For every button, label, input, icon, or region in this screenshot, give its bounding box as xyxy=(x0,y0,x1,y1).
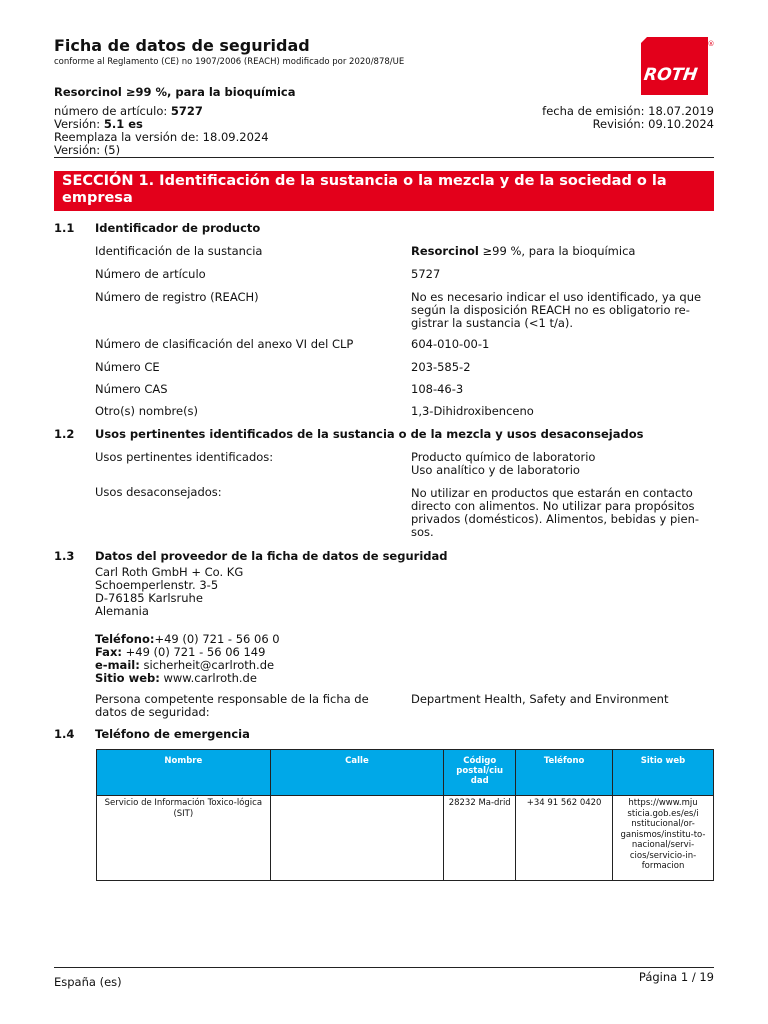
supplier-address xyxy=(95,566,243,618)
column-header: Calle xyxy=(270,750,444,796)
row-value: 604-010-00-1 xyxy=(411,337,490,351)
page-number: Página 1 / 19 xyxy=(638,970,714,984)
subsection-1-1-number: 1.1 xyxy=(54,221,75,235)
website-value: www.carlroth.de xyxy=(159,671,257,685)
table-cell: +34 91 562 0420 xyxy=(516,796,613,881)
fax-value: +49 (0) 721 - 56 06 149 xyxy=(121,645,266,659)
column-header: Nombre xyxy=(97,750,271,796)
phone-label: Teléfono: xyxy=(95,632,155,646)
column-header: Sitio web xyxy=(613,750,714,796)
responsible-person-label: Persona competente responsable de la ficha de datos de seguridad: xyxy=(95,692,369,719)
emergency-contact-table xyxy=(96,749,714,881)
substance-name-rest: ≥99 %, para la bioquímica xyxy=(478,244,636,258)
table-header-row xyxy=(97,750,714,796)
article-value: 5727 xyxy=(170,104,203,118)
phone-value: +49 (0) 721 - 56 06 0 xyxy=(154,632,280,646)
article-label: número de artículo: xyxy=(54,104,171,118)
document-meta-right xyxy=(542,105,714,131)
row-label: Usos pertinentes identificados: xyxy=(95,450,274,464)
replaces-version: Reemplaza la versión de: 18.09.2024 xyxy=(54,130,269,144)
row-label: Número de registro (REACH) xyxy=(95,290,259,304)
row-value: 5727 xyxy=(411,267,441,281)
subsection-1-1-title: Identificador de producto xyxy=(95,221,261,235)
row-label: Número CAS xyxy=(95,382,168,396)
responsible-person-value: Department Health, Safety and Environment xyxy=(411,692,669,706)
row-value: No es necesario indicar el uso identificado, ya que según la disposición REACH no es obligatorio re-gistrar la sustancia (<1 t/a). xyxy=(411,290,702,330)
column-header: Código postal/ciu dad xyxy=(444,750,516,796)
subsection-1-2-title: Usos pertinentes identificados de la sustancia o de la mezcla y usos desaconsejados xyxy=(95,427,644,441)
table-cell: Servicio de Información Toxico-lógica (SIT) xyxy=(97,796,271,881)
version-value: 5.1 es xyxy=(103,117,143,131)
footer-country: España (es) xyxy=(54,975,122,989)
roth-logo xyxy=(641,37,714,95)
row-value xyxy=(411,245,716,258)
subsection-1-3-title: Datos del proveedor de la ficha de datos de seguridad xyxy=(95,549,448,563)
table-row xyxy=(97,796,714,881)
row-value: 1,3-Dihidroxibenceno xyxy=(411,404,534,418)
row-label: Usos desaconsejados: xyxy=(95,485,222,499)
company-city: D-76185 Karlsruhe xyxy=(95,591,203,605)
footer-divider xyxy=(54,967,714,968)
email-value: sicherheit@carlroth.de xyxy=(139,658,275,672)
logo-text: ROTH xyxy=(642,65,699,85)
revision-date: Revisión: 09.10.2024 xyxy=(592,117,714,131)
company-country: Alemania xyxy=(95,604,149,618)
column-header: Teléfono xyxy=(516,750,613,796)
subsection-1-4-title: Teléfono de emergencia xyxy=(95,727,250,741)
table-cell: 28232 Ma-drid xyxy=(444,796,516,881)
row-label: Número CE xyxy=(95,360,160,374)
row-label: Identificación de la sustancia xyxy=(95,244,263,258)
fax-label: Fax: xyxy=(95,645,122,659)
row-label: Número de clasificación del anexo VI del CLP xyxy=(95,337,354,351)
row-label: Número de artículo xyxy=(95,267,206,281)
version-label: Versión: xyxy=(54,117,104,131)
document-title: Ficha de datos de seguridad xyxy=(54,36,310,55)
document-meta-left xyxy=(54,105,269,157)
website-label: Sitio web: xyxy=(95,671,160,685)
issue-date: fecha de emisión: 18.07.2019 xyxy=(542,104,714,118)
identified-use: Producto químico de laboratorio xyxy=(411,450,596,464)
substance-name-bold: Resorcinol xyxy=(411,244,479,258)
company-street: Schoemperlenstr. 3-5 xyxy=(95,578,219,592)
product-name: Resorcinol ≥99 %, para la bioquímica xyxy=(54,85,296,99)
row-value: No utilizar en productos que estarán en contacto directo con alimentos. No utilizar para propósitos privados (domésticos). Alimentos, bebidas y pien-sos. xyxy=(411,486,700,539)
row-value: 108-46-3 xyxy=(411,382,464,396)
section-1-title: SECCIÓN 1. Identificación de la sustancia o la mezcla y de la sociedad o la empresa xyxy=(62,173,667,206)
previous-version: Versión: (5) xyxy=(54,143,121,157)
logo-registered-mark: ® xyxy=(707,40,714,48)
subsection-1-2-number: 1.2 xyxy=(54,427,75,441)
section-1-header xyxy=(54,171,714,211)
email-label: e-mail: xyxy=(95,658,140,672)
table-cell xyxy=(270,796,444,881)
subsection-1-4-number: 1.4 xyxy=(54,727,75,741)
identified-use: Uso analítico y de laboratorio xyxy=(411,463,580,477)
company-name: Carl Roth GmbH + Co. KG xyxy=(95,565,244,579)
header-divider xyxy=(54,157,714,158)
document-subtitle: conforme al Reglamento (CE) no 1907/2006 (REACH) modificado por 2020/878/UE xyxy=(54,57,405,67)
subsection-1-3-number: 1.3 xyxy=(54,549,75,563)
row-label: Otro(s) nombre(s) xyxy=(95,404,199,418)
supplier-contact xyxy=(95,633,280,685)
table-cell: https://www.mju sticia.gob.es/es/i nstitucional/or-ganismos/institu-to-nacional/servi-cios/servicio-in-formacion xyxy=(613,796,714,881)
row-value xyxy=(411,451,716,477)
row-value: 203-585-2 xyxy=(411,360,471,374)
